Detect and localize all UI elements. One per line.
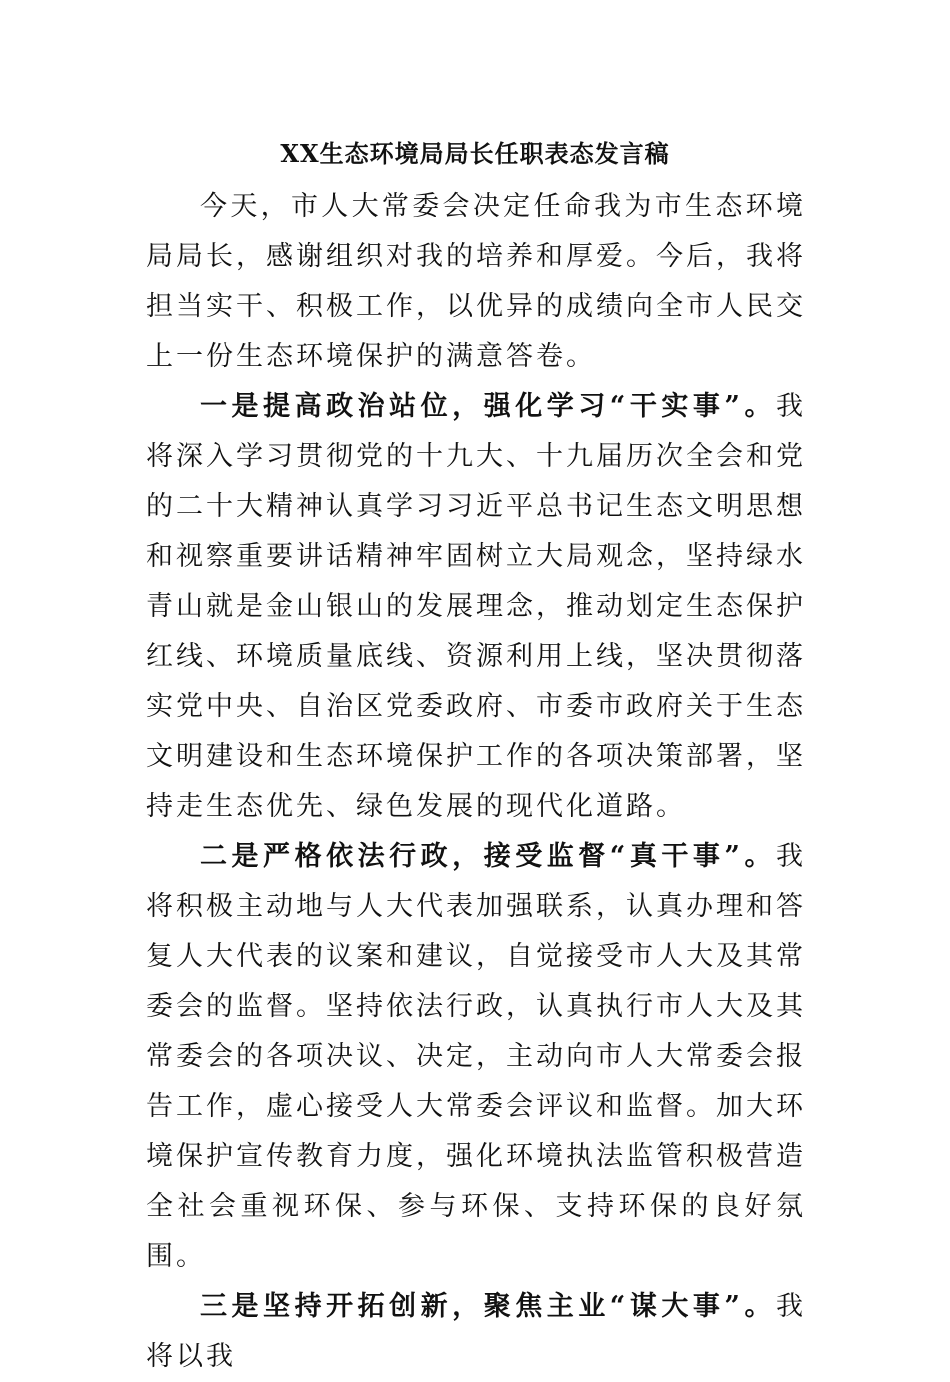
document-body	[146, 182, 806, 1382]
section-2-text: 我将积极主动地与人大代表加强联系，认真办理和答复人大代表的议案和建议，自觉接受市人大及其常委会的监督。坚持依法行政，认真执行市人大及其常委会的各项决议、决定，主动向市人大常委会报告工作，虚心接受人大常委会评议和监督。加大环境保护宣传教育力度，强化环境执法监管积极营造全社会重视环保、参与环保、支持环保的良好氛围。	[146, 841, 806, 1272]
section-3-lead: 三是坚持开拓创新，聚焦主业“谋大事”。	[200, 1291, 776, 1322]
section-1-paragraph	[146, 382, 806, 832]
intro-paragraph: 今天，市人大常委会决定任命我为市生态环境局局长，感谢组织对我的培养和厚爱。今后，我将担当实干、积极工作，以优异的成绩向全市人民交上一份生态环境保护的满意答卷。	[146, 191, 806, 372]
section-2-paragraph	[146, 832, 806, 1282]
section-3-paragraph	[146, 1282, 806, 1382]
section-1-text: 我将深入学习贯彻党的十九大、十九届历次全会和党的二十大精神认真学习习近平总书记生态文明思想和视察重要讲话精神牢固树立大局观念，坚持绿水青山就是金山银山的发展理念，推动划定生态保护红线、环境质量底线、资源利用上线，坚决贯彻落实党中央、自治区党委政府、市委市政府关于生态文明建设和生态环境保护工作的各项决策部署，坚持走生态优先、绿色发展的现代化道路。	[146, 391, 806, 822]
section-2-lead: 二是严格依法行政，接受监督“真干事”。	[200, 841, 776, 872]
section-1-lead: 一是提高政治站位，强化学习“干实事”。	[200, 391, 776, 422]
document-title: XX生态环境局局长任职表态发言稿	[280, 139, 670, 168]
section-3-text: 我将以我	[146, 1291, 806, 1372]
